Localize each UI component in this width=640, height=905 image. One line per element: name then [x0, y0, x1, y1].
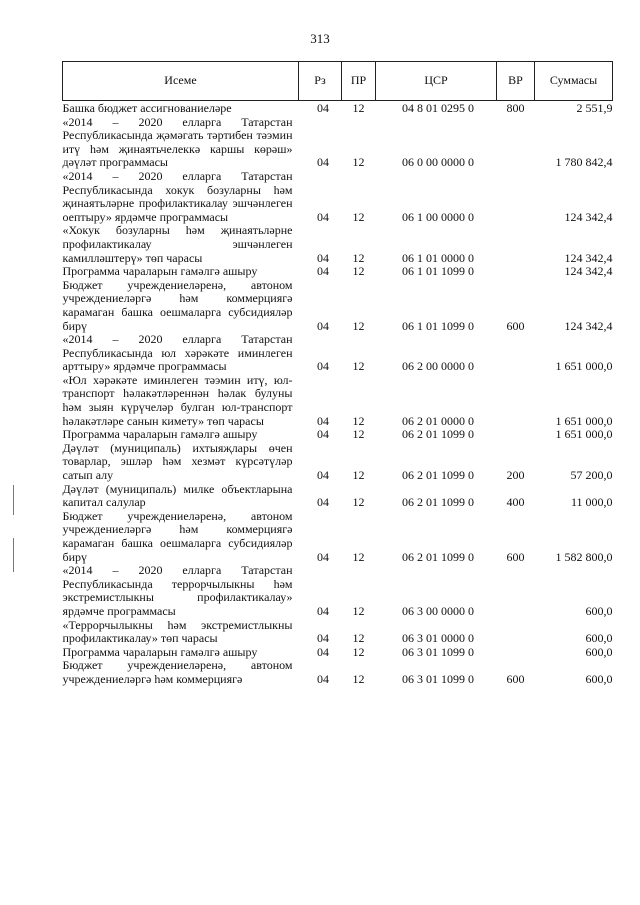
cell-name: «Террорчылыкны һәм экстремистлыкны профилактикалау» төп чарасы	[62, 617, 293, 646]
cell-csr: 06 3 01 1099 0	[402, 671, 474, 686]
table-row	[63, 279, 613, 333]
cell-pr: 12	[352, 671, 365, 686]
cell-csr: 06 2 01 1099 0	[402, 468, 474, 483]
page-number: 313	[310, 31, 330, 46]
table-row	[63, 116, 613, 170]
cell-rz: 04	[317, 427, 329, 442]
cell-csr: 06 2 01 0000 0	[402, 413, 474, 428]
cell-rz: 04	[317, 468, 329, 483]
cell-pr: 12	[352, 549, 365, 564]
cell-csr: 06 3 00 0000 0	[402, 603, 474, 618]
cell-name: Бюджет учреждениеләренә, автоном учреждениеләргә һәм коммерциягә	[62, 658, 293, 686]
cell-rz: 04	[317, 101, 329, 115]
cell-rz: 04	[317, 671, 329, 686]
cell-vr	[497, 170, 535, 224]
cell-csr: 06 3 01 0000 0	[402, 631, 474, 646]
budget-table	[62, 61, 613, 687]
cell-sum: 1 582 800,0	[555, 549, 613, 564]
table-row	[63, 170, 613, 224]
cell-pr: 12	[352, 603, 365, 618]
cell-vr	[497, 564, 535, 618]
cell-name: Бюджет учреждениеләренә, автоном учреждениеләргә һәм коммерциягә карамаган башка оешмаларга субсидияләр бирү	[62, 508, 293, 564]
cell-rz: 04	[317, 359, 329, 374]
cell-csr: 06 2 01 1099 0	[402, 427, 474, 442]
cell-name: Бюджет учреждениеләренә, автоном учреждениеләргә һәм коммерциягә карамаган башка оешмаларга субсидияләр бирү	[62, 277, 293, 333]
cell-csr: 06 2 00 0000 0	[402, 359, 474, 374]
cell-sum: 1 780 842,4	[555, 155, 613, 170]
cell-name: «Юл хәрәкәте иминлеген тәэмин итү, юл-транспорт һәлакәтләреннән һәлак булуны һәм зыян күрүчеләр булган юл-транспорт һәлакәтләре санын кимету» төп чарасы	[62, 372, 293, 428]
cell-vr: 600	[506, 549, 525, 564]
cell-pr: 12	[352, 631, 365, 646]
cell-pr: 12	[352, 427, 365, 442]
cell-csr: 06 1 00 0000 0	[402, 209, 474, 224]
cell-pr: 12	[352, 468, 365, 483]
cell-sum: 600,0	[585, 603, 613, 618]
cell-pr: 12	[352, 413, 365, 428]
cell-pr: 12	[352, 644, 365, 659]
cell-sum: 124 342,4	[564, 250, 613, 265]
cell-vr	[497, 428, 535, 442]
header-vr: ВР	[497, 62, 535, 101]
cell-csr: 06 1 01 0000 0	[402, 250, 474, 265]
cell-name: «Хокук бозуларны һәм җинаятьләрне профилактикалау эшчәнлеген камилләштерү» төп чарасы	[62, 223, 293, 265]
cell-csr: 04 8 01 0295 0	[402, 101, 474, 115]
cell-name: Программа чараларын гамәлгә ашыру	[62, 427, 258, 442]
table-row	[63, 224, 613, 265]
cell-rz: 04	[317, 250, 329, 265]
cell-vr: 800	[506, 101, 525, 115]
table-row	[63, 333, 613, 374]
cell-rz: 04	[317, 264, 329, 279]
cell-vr	[497, 265, 535, 279]
cell-vr: 200	[506, 468, 525, 483]
table-row	[63, 659, 613, 686]
cell-rz: 04	[317, 549, 329, 564]
cell-pr: 12	[352, 318, 365, 333]
cell-name: Программа чараларын гамәлгә ашыру	[62, 264, 258, 279]
cell-sum: 600,0	[585, 644, 613, 659]
cell-rz: 04	[317, 413, 329, 428]
table-row	[63, 265, 613, 279]
cell-name: Башка бюджет ассигнованиеләре	[62, 101, 232, 115]
table-row	[63, 442, 613, 483]
cell-name: Программа чараларын гамәлгә ашыру	[62, 644, 258, 659]
cell-sum: 11 000,0	[570, 495, 613, 510]
cell-rz: 04	[317, 495, 329, 510]
cell-rz: 04	[317, 631, 329, 646]
cell-sum: 600,0	[585, 671, 613, 686]
cell-name: Дәүләт (муниципаль) ихтыяҗлары өчен товарлар, эшләр һәм хезмәт күрсәтүләр сатып алу	[62, 440, 293, 483]
cell-rz: 04	[317, 644, 329, 659]
cell-sum: 124 342,4	[564, 209, 613, 224]
cell-sum: 57 200,0	[570, 468, 613, 483]
cell-name: «2014 – 2020 елларга Татарстан Республикасында хокук бозуларны һәм җинаятьләрне профилактикалау эшчәнлеген оептыру» ярдәмче программасы	[62, 168, 293, 224]
cell-name: «2014 – 2020 елларга Татарстан Республикасында юл хәрәкәте иминлеген арттыру» ярдәмче программасы	[62, 332, 293, 374]
cell-vr: 600	[506, 671, 525, 686]
cell-vr: 400	[506, 495, 525, 510]
scan-margin-line	[13, 538, 14, 572]
cell-csr: 06 1 01 1099 0	[402, 264, 474, 279]
cell-rz: 04	[317, 155, 329, 170]
cell-vr	[497, 646, 535, 660]
cell-pr: 12	[352, 264, 365, 279]
header-rz: Рз	[299, 62, 342, 101]
cell-sum: 600,0	[585, 631, 613, 646]
table-row	[63, 510, 613, 564]
table-row	[63, 428, 613, 442]
header-csr: ЦСР	[376, 62, 497, 101]
cell-rz: 04	[317, 318, 329, 333]
cell-sum: 2 551,9	[576, 101, 613, 115]
cell-csr: 06 1 01 1099 0	[402, 318, 474, 333]
cell-pr: 12	[352, 495, 365, 510]
table-row	[63, 619, 613, 646]
cell-sum: 1 651 000,0	[555, 359, 613, 374]
cell-name: «2014 – 2020 елларга Татарстан Республикасында террорчылыкны һәм экстремистлыкны профилактикалау» ярдәмче программасы	[62, 563, 293, 618]
cell-pr: 12	[352, 101, 365, 115]
cell-pr: 12	[352, 250, 365, 265]
header-pr: ПР	[342, 62, 376, 101]
cell-vr	[497, 116, 535, 170]
cell-name: Дәүләт (муниципаль) милке объектларына капитал салулар	[62, 481, 293, 510]
header-sum: Суммасы	[535, 62, 613, 101]
cell-vr	[497, 224, 535, 265]
table-header	[63, 62, 613, 101]
cell-csr: 06 2 01 1099 0	[402, 549, 474, 564]
header-name: Исеме	[63, 62, 299, 101]
cell-vr	[497, 619, 535, 646]
cell-name: «2014 – 2020 елларга Татарстан Республикасында җәмәгать тәртибен тәэмин итү һәм җинаятьчелеккә каршы көрәш» дәүләт программасы	[62, 114, 293, 170]
cell-sum: 1 651 000,0	[555, 427, 613, 442]
cell-csr: 06 0 00 0000 0	[402, 155, 474, 170]
cell-sum: 124 342,4	[564, 264, 613, 279]
cell-vr: 600	[506, 318, 525, 333]
table-row	[63, 646, 613, 660]
cell-rz: 04	[317, 603, 329, 618]
cell-sum: 1 651 000,0	[555, 413, 613, 428]
table-row	[63, 374, 613, 428]
cell-csr: 06 2 01 1099 0	[402, 495, 474, 510]
table-row	[63, 564, 613, 618]
cell-pr: 12	[352, 209, 365, 224]
cell-pr: 12	[352, 359, 365, 374]
table-row	[63, 483, 613, 510]
scan-margin-line	[13, 485, 14, 515]
cell-sum: 124 342,4	[564, 318, 613, 333]
cell-rz: 04	[317, 209, 329, 224]
cell-vr	[497, 374, 535, 428]
cell-pr: 12	[352, 155, 365, 170]
cell-csr: 06 3 01 1099 0	[402, 644, 474, 659]
cell-vr	[497, 333, 535, 374]
table-row	[63, 101, 613, 116]
